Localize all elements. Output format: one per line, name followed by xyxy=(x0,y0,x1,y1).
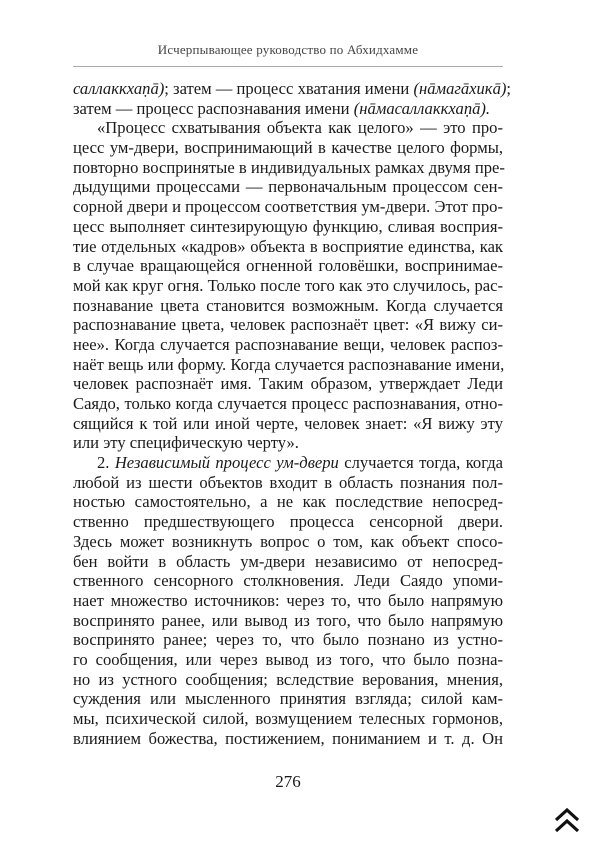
text-segment: суждения или мысленного принятия взгляда; силой кам- xyxy=(73,689,503,709)
text-segment: мы, психической силой, возмущением телесных гормонов, xyxy=(73,709,503,728)
italic-term: Независимый процесс ум-двери xyxy=(114,453,339,473)
text-line xyxy=(73,414,503,434)
text-segment: ; xyxy=(506,79,512,98)
double-chevron-up-icon[interactable] xyxy=(552,806,582,836)
text-line xyxy=(73,197,503,217)
text-segment: го сообщения, или через вывод из того, что было позна- xyxy=(73,649,503,669)
text-segment: «Процесс схватывания объекта как целого» — это про- xyxy=(97,118,503,138)
text-line xyxy=(73,709,503,729)
text-line xyxy=(73,552,503,572)
text-segment: случается тогда, когда xyxy=(338,453,504,473)
text-segment: повторно воспринятые в индивидуальных рамках двумя пре- xyxy=(73,157,505,177)
text-segment: воспринято ранее; через то, что было познано из устно- xyxy=(73,630,503,650)
text-segment: затем — процесс распознавания имени xyxy=(73,98,354,118)
text-segment: нает множество источников: через то, что было напрямую xyxy=(73,590,503,610)
text-segment: но из устного сообщения; вследствие верования, мнения, xyxy=(73,669,503,689)
text-segment: в случае вращающейся огненной головёшки, воспринимае- xyxy=(73,256,503,276)
text-line xyxy=(73,729,503,749)
text-segment: тие отдельных «кадров» объекта в восприятие единства, как xyxy=(73,236,503,256)
text-line xyxy=(73,315,503,335)
text-line xyxy=(73,611,503,631)
text-segment: или эту специфическую черту». xyxy=(73,433,299,453)
text-segment: ственно предшествующего процесса сенсорной двери. xyxy=(73,512,503,532)
text-line xyxy=(73,394,503,414)
text-line xyxy=(73,99,503,119)
text-line xyxy=(73,237,503,257)
text-line xyxy=(73,512,503,532)
text-line xyxy=(73,276,503,296)
header-divider xyxy=(73,66,503,67)
text-segment: человек распознаёт имя. Таким образом, утверждает Леди xyxy=(73,374,503,394)
text-segment: воспринято ранее, или вывод из того, что было напрямую xyxy=(73,610,503,630)
text-line xyxy=(73,79,512,99)
text-line xyxy=(73,158,503,178)
text-segment: ственного сенсорного столкновения. Леди Саядо упоми- xyxy=(73,571,503,591)
italic-term: (нāмагāхикā) xyxy=(413,79,507,98)
text-segment: 2. xyxy=(97,453,115,473)
text-segment: влиянием божества, постижением, пониманием и т. д. Он xyxy=(73,728,503,748)
text-line xyxy=(73,473,503,493)
text-segment: ; затем — процесс хватания имени xyxy=(164,79,414,98)
text-line xyxy=(73,689,503,709)
text-segment: наёт вещь или форму. Когда случается распознавание имени, xyxy=(73,354,505,374)
text-segment: познавание цвета становится возможным. Когда случается xyxy=(73,295,503,315)
page-body-text xyxy=(73,79,512,748)
text-line xyxy=(73,453,503,473)
text-line xyxy=(73,296,503,316)
text-line xyxy=(73,335,503,355)
text-line xyxy=(73,217,503,237)
text-segment: дыдущими процессами — первоначальным процессом сен- xyxy=(73,177,503,197)
text-segment: цесс выполняет синтезирующую функцию, сливая восприя- xyxy=(73,216,503,236)
text-line xyxy=(73,591,503,611)
text-segment: распознавание цвета, человек распознаёт цвет: «Я вижу си- xyxy=(73,315,503,335)
text-segment: сорной двери и процессом соответствия ум-двери. Этот про- xyxy=(73,197,503,217)
running-header: Исчерпывающее руководство по Абхидхамме xyxy=(157,42,419,57)
text-segment: ностью самостоятельно, а не как последствие непосред- xyxy=(73,492,503,512)
text-line xyxy=(73,177,503,197)
text-line xyxy=(73,256,503,276)
text-segment: любой из шести объектов входит в область познания пол- xyxy=(73,472,503,492)
text-line xyxy=(73,532,503,552)
text-segment: бен войти в область ум-двери независимо от непосред- xyxy=(73,551,503,571)
text-segment: нее». Когда случается распознавание вещи, человек распоз- xyxy=(73,334,503,354)
italic-term: (нāмасаллаккхаṇā). xyxy=(353,98,491,118)
text-line xyxy=(73,118,503,138)
text-segment: мой как круг огня. Только после того как это случилось, рас- xyxy=(73,275,503,295)
text-line xyxy=(73,571,503,591)
text-line xyxy=(73,492,503,512)
italic-term: саллаккхаṇā) xyxy=(73,79,165,98)
text-segment: Здесь может возникнуть вопрос о том, как объект спосо- xyxy=(73,531,503,551)
text-line xyxy=(73,138,503,158)
text-segment: сящийся к той или иной черте, человек знает: «Я вижу эту xyxy=(73,413,503,433)
text-segment: Саядо, только когда случается процесс распознавания, отно- xyxy=(73,394,503,413)
text-segment: цесс ум-двери, воспринимающий в качестве целого формы, xyxy=(73,138,503,158)
page-number: 276 xyxy=(275,772,301,791)
text-line xyxy=(73,374,503,394)
text-line xyxy=(73,630,503,650)
text-line xyxy=(73,650,503,670)
text-line xyxy=(73,355,503,375)
text-line xyxy=(73,670,503,690)
text-line xyxy=(73,433,503,453)
